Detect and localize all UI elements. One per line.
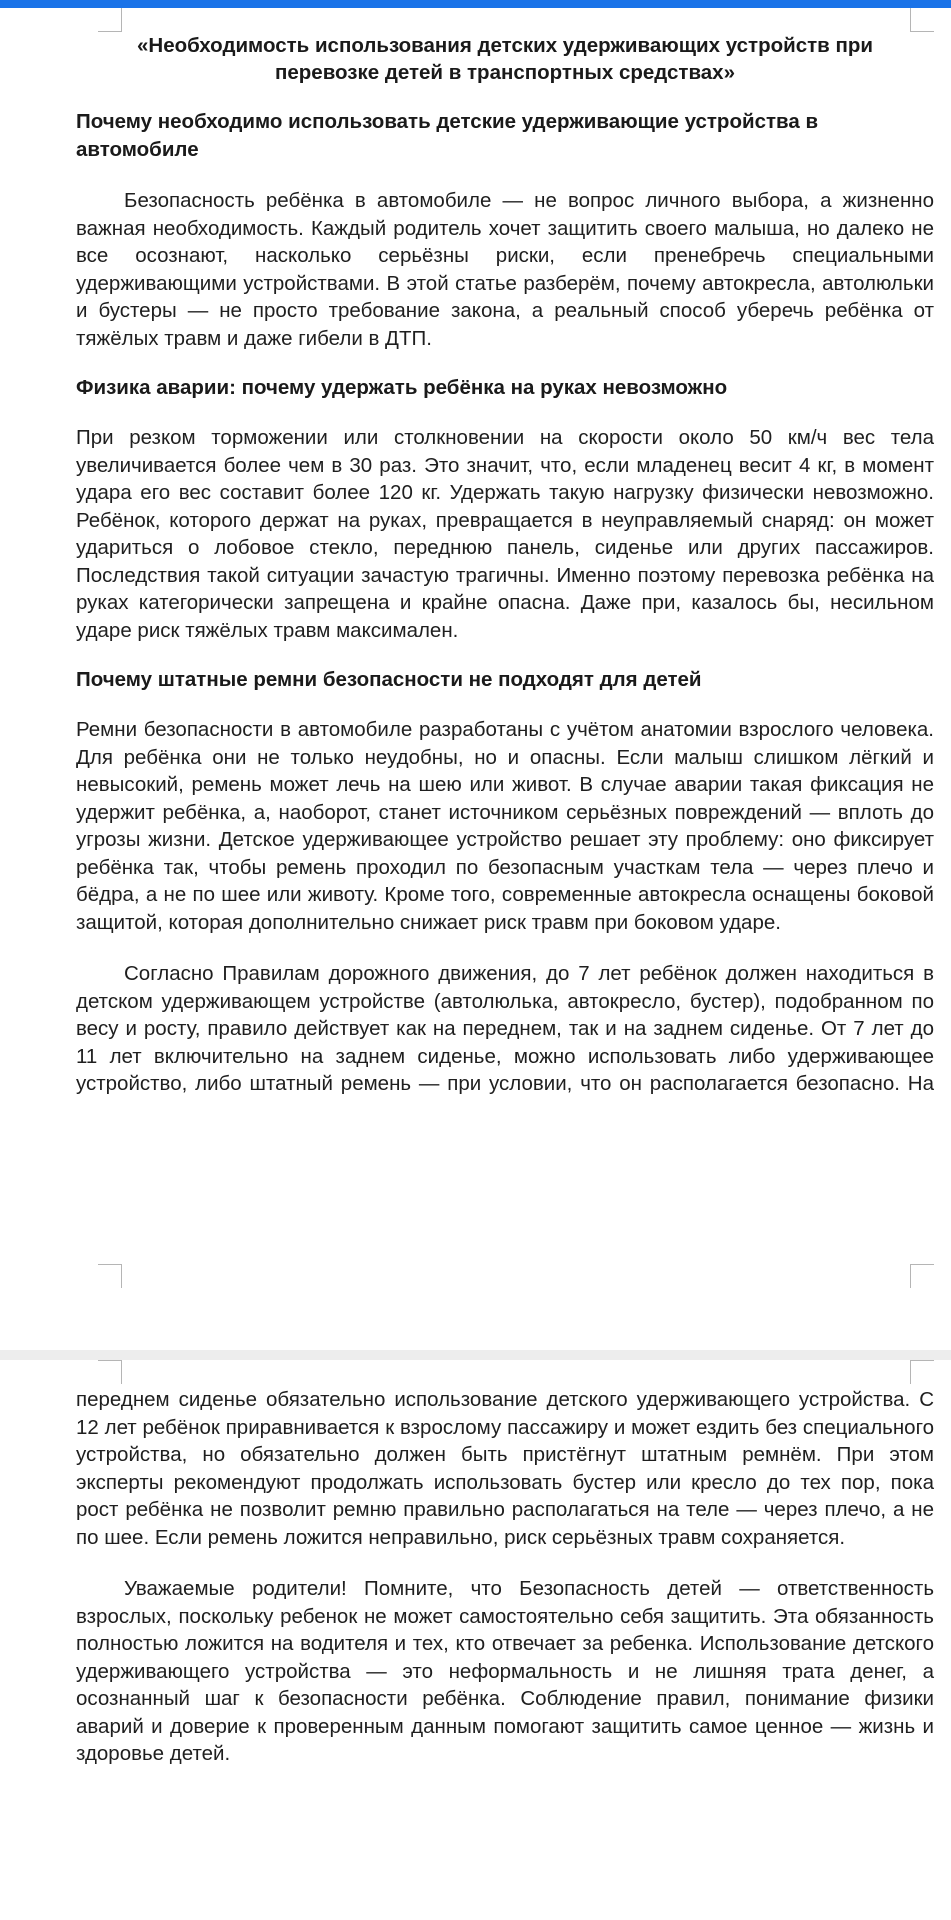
document-title — [76, 32, 934, 86]
page-corner-mark-bottom-right — [910, 1264, 934, 1288]
document-page-2[interactable] — [0, 1360, 951, 1920]
page-corner-mark-top-right — [910, 1360, 934, 1384]
page-corner-mark-top-left — [98, 1360, 122, 1384]
app-header-strip — [0, 0, 951, 8]
document-page-1[interactable] — [0, 8, 951, 1350]
paragraph-crash-physics: При резком торможении или столкновении на скорости около 50 км/ч вес тела увеличивается более чем в 30 раз. Это значит, что, если младенец весит 4 кг, в момент удара его вес составит более 120 кг. Удержать такую нагрузку физически невозможно. Ребёнок, которого держат на руках, превращается в неуправляемый снаряд: он может удариться о лобовое стекло, переднюю панель, сиденье или других пассажиров. Последствия такой ситуации зачастую трагичны. Именно поэтому перевозка ребёнка на руках категорически запрещена и крайне опасна. Даже при, казалось бы, несильном ударе риск тяжёлых травм максимален. — [76, 426, 934, 642]
paragraph-traffic-rules-continued: переднем сиденье обязательно использование детского удерживающего устройства. С 12 лет ребёнок приравнивается к взрослому пассажиру и может ездить без специального устройства, но обязательно должен быть пристёгнут штатным ремнём. При этом эксперты рекомендуют продолжать использовать бустер или кресло до тех пор, пока рост ребёнка не позволит ремню правильно располагаться на теле — через плечо, а не по шее. Если ремень ложится неправильно, риск серьёзных травм сохраняется. — [76, 1388, 934, 1549]
page-separator — [0, 1350, 951, 1360]
page-corner-mark-top-right — [910, 8, 934, 32]
section-heading-crash-physics: Физика аварии: почему удержать ребёнка на руках невозможно — [76, 376, 728, 399]
paragraph-intro: Безопасность ребёнка в автомобиле — не вопрос личного выбора, а жизненно важная необходимость. Каждый родитель хочет защитить своего малыша, но далеко не все осознают, насколько серьёзны риски, если пренебречь специальными удерживающими устройствами. В этой статье разберём, почему автокресла, автолюльки и бустеры — не просто требование закона, а реальный способ уберечь ребёнка от тяжёлых травм и даже гибели в ДТП. — [76, 189, 934, 350]
page-1-content — [76, 32, 934, 1098]
paragraph-seat-belts: Ремни безопасности в автомобиле разработаны с учётом анатомии взрослого человека. Для ребёнка они не только неудобны, но и опасны. Если малыш слишком лёгкий и невысокий, ремень может лечь на шею или живот. В случае аварии такая фиксация не удержит ребёнка, а, наоборот, станет источником серьёзных повреждений — вплоть до угрозы жизни. Детское удерживающее устройство решает эту проблему: оно фиксирует ребёнка так, чтобы ремень проходил по безопасным участкам тела — через плечо и бёдра, а не по шее или животу. Кроме того, современные автокресла оснащены боковой защитой, которая дополнительно снижает риск травм при боковом ударе. — [76, 718, 934, 934]
section-heading-why-restraints: Почему необходимо использовать детские удерживающие устройства в автомобиле — [76, 110, 819, 161]
document-title-line-2: перевозке детей в транспортных средствах» — [275, 61, 735, 84]
section-heading-seat-belts: Почему штатные ремни безопасности не подходят для детей — [76, 668, 702, 691]
document-title-line-1: «Необходимость использования детских удерживающих устройств при — [137, 34, 873, 57]
page-corner-mark-bottom-left — [98, 1264, 122, 1288]
page-2-content — [76, 1386, 934, 1768]
page-corner-mark-top-left — [98, 8, 122, 32]
paragraph-conclusion: Уважаемые родители! Помните, что Безопасность детей — ответственность взрослых, поскольку ребенок не может самостоятельно себя защитить. Эта обязанность полностью ложится на водителя и тех, кто отвечает за ребенка. Использование детского удерживающего устройства — это неформальность и не лишняя трата денег, а осознанный шаг к безопасности ребёнка. Соблюдение правил, понимание физики аварий и доверие к проверенным данным помогают защитить самое ценное — жизнь и здоровье детей. — [76, 1577, 934, 1765]
paragraph-traffic-rules: Согласно Правилам дорожного движения, до 7 лет ребёнок должен находиться в детском удерживающем устройстве (автолюлька, автокресло, бустер), подобранном по весу и росту, правило действует как на переднем, так и на заднем сиденье. От 7 лет до 11 лет включительно на заднем сиденье, можно использовать либо удерживающее устройство, либо штатный ремень — при условии, что он располагается безопасно. На — [76, 962, 934, 1095]
